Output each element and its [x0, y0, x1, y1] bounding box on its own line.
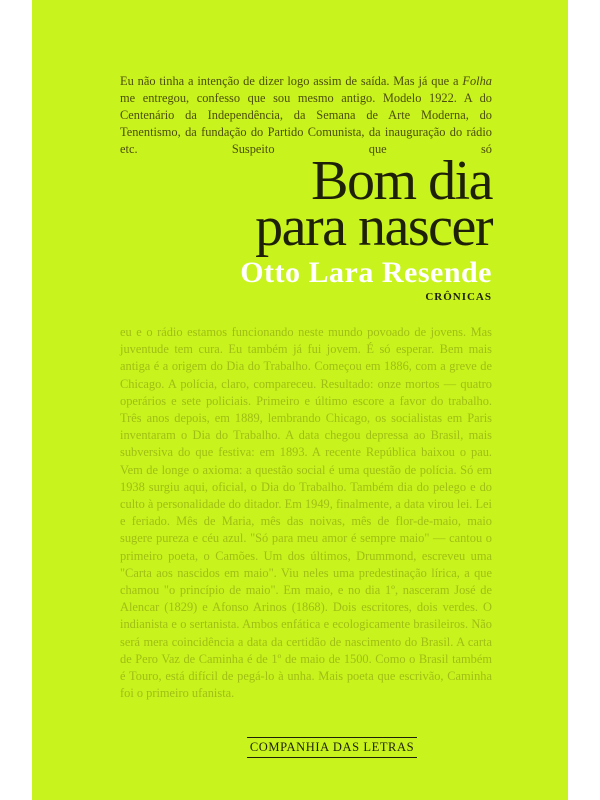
- book-title-line1: Bom dia: [311, 150, 492, 212]
- publisher-rule-bottom: [247, 757, 417, 758]
- book-title-line2: para nascer: [255, 196, 492, 258]
- author-name: Otto Lara Resende: [240, 256, 492, 289]
- book-cover: [32, 0, 568, 800]
- top-text-part2: me entregou, confesso que sou mesmo antigo. Modelo 1922. A do Centenário da Independência, da Semana de Arte Moderna, do Tenentismo, da fundação do Partido Comunista, da inauguração do rádio etc. Suspeito que só: [120, 91, 492, 156]
- cover-body-text: eu e o rádio estamos funcionando neste mundo povoado de jovens. Mas juventude tem cura. Eu também já fui jovem. É só esperar. Bem mais antiga é a origem do Dia do Trabalho. Começou em 1886, com a greve de Chicago. A polícia, claro, compareceu. Resultado: onze mortos — quatro operários e sete policiais. Primeiro e último escore a favor do trabalho. Três anos depois, em 1889, lembrando Chicago, os socialistas em Paris inventaram o Dia do Trabalho. A data chegou depressa ao Brasil, mais subversiva do que festiva: em 1893. A recente República baixou o pau. Vem de longe o axioma: a questão social é uma questão de polícia. Só em 1938 surgiu aqui, oficial, o Dia do Trabalho. Também dia do pelego e do culto à personalidade do ditador. Em 1949, finalmente, a data virou lei. Lei e feriado. Mês de Maria, mês das noivas, mês de flor-de-maio, maio sugere pureza e céu azul. "Só para meu amor é sempre maio" — cantou o primeiro poeta, o Camões. Um dos últimos, Drummond, escreveu uma "Carta aos nascidos em maio". Viu neles uma predestinação lírica, a que chamou "o princípio de maio". Em maio, e no dia 1º, nasceram José de Alencar (1829) e Afonso Arinos (1868). Dois escritores, dois verdes. O indianista e o sertanista. Ambos enfática e ecologicamente brasileiros. Não será mera coincidência a data da certidão de nascimento do Brasil. A carta de Pero Vaz de Caminha é de 1º de maio de 1500. Como o Brasil também é Touro, está difícil de pegá-lo à unha. Mais poeta que escrivão, Caminha foi o primeiro ufanista.: [120, 325, 492, 701]
- top-text-italic: Folha: [462, 74, 492, 88]
- cover-top-text: [120, 73, 492, 158]
- book-title: [255, 150, 492, 258]
- genre-label: CRÔNICAS: [425, 291, 492, 303]
- publisher-logo: COMPANHIA DAS LETRAS: [249, 740, 415, 754]
- top-text-part1: Eu não tinha a intenção de dizer logo assim de saída. Mas já que a: [120, 74, 463, 88]
- publisher-rule-top: [247, 737, 417, 738]
